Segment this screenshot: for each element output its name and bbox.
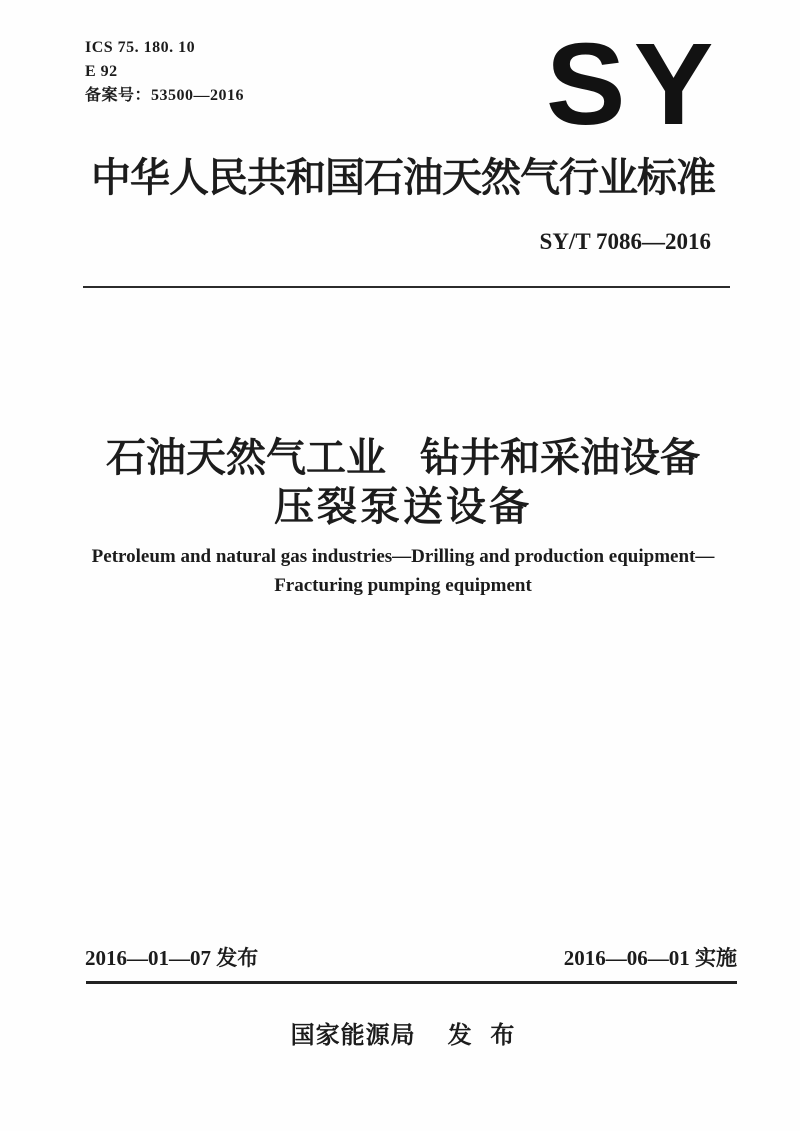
publisher-line xyxy=(8,1022,798,1050)
ics-code: ICS 75. 180. 10 xyxy=(85,39,196,56)
standard-heading: 中华人民共和国石油天然气行业标准 xyxy=(91,156,715,200)
meta-block xyxy=(85,36,244,108)
title-cn-line1-part1: 石油天然气工业 xyxy=(106,436,386,480)
title-cn-line1-part2: 钻井和采油设备 xyxy=(420,436,700,480)
standard-number: SY/T 7086—2016 xyxy=(539,229,711,254)
title-en-line1: Petroleum and natural gas industries—Drilling and production equipment— xyxy=(91,546,715,567)
bottom-rule xyxy=(86,981,737,984)
implementation-date: 2016—06—01 实施 xyxy=(563,946,737,970)
title-chinese xyxy=(8,434,798,532)
top-rule xyxy=(83,286,730,288)
title-cn-line2: 压裂泵送设备 xyxy=(274,485,532,529)
publisher-action: 发 布 xyxy=(447,1022,516,1049)
record-number: 备案号：53500—2016 xyxy=(85,87,245,104)
date-row xyxy=(85,946,737,970)
title-en-line2: Fracturing pumping equipment xyxy=(274,575,532,596)
issue-date: 2016—01—07 发布 xyxy=(85,946,259,970)
title-english xyxy=(8,542,798,600)
publisher-name: 国家能源局 xyxy=(290,1022,416,1049)
title-cn-line1 xyxy=(8,434,798,483)
sy-logo: SY xyxy=(546,19,722,149)
classification-code: E 92 xyxy=(85,63,118,80)
